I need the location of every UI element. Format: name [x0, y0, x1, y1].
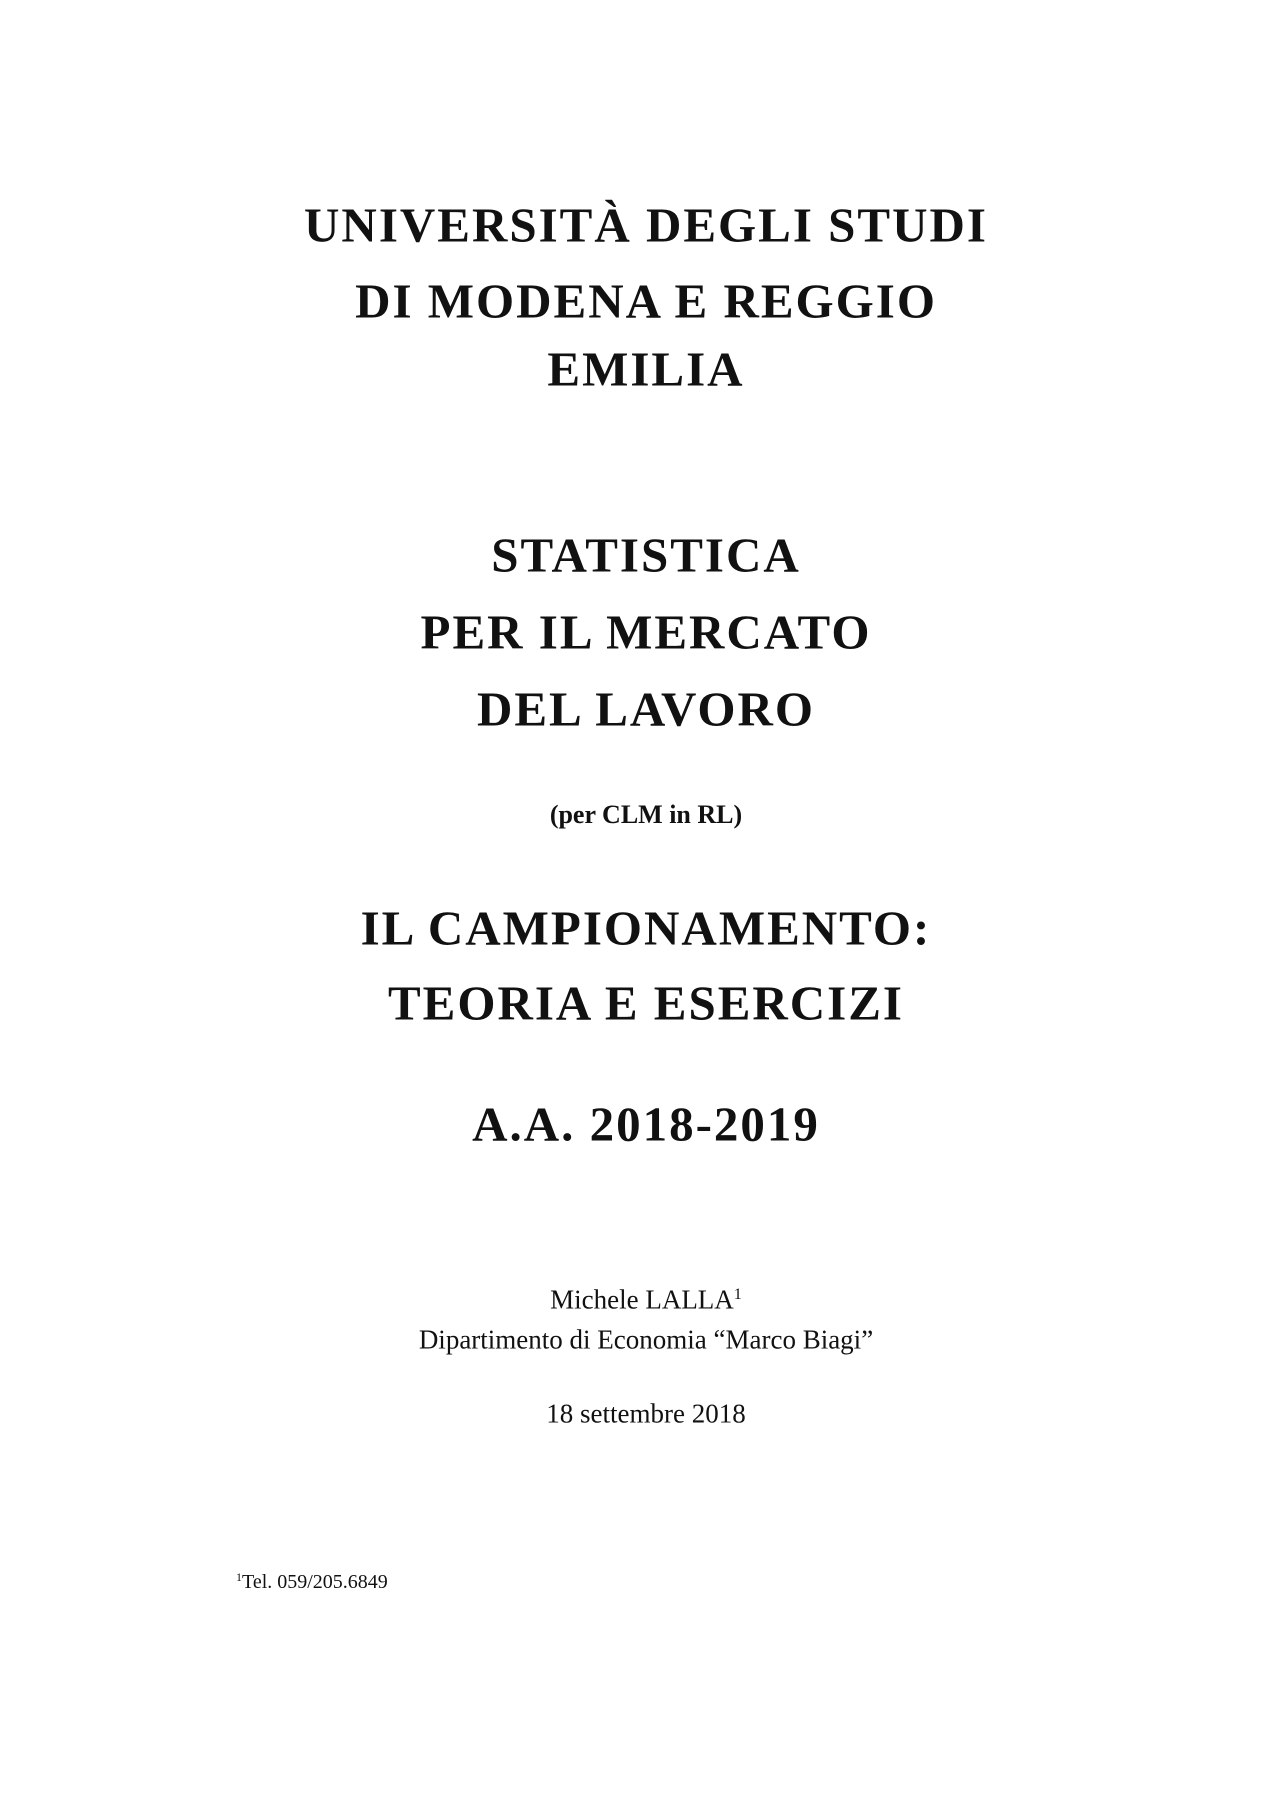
footnote-mark: 1	[733, 1284, 742, 1303]
course-note: (per CLM in RL)	[549, 800, 743, 829]
academic-year: A.A. 2018-2019	[472, 1096, 820, 1152]
author-name: Michele LALLA	[550, 1284, 734, 1315]
footnote-number: 1	[236, 1569, 242, 1584]
university-line-1: UNIVERSITÀ DEGLI STUDI	[304, 197, 988, 253]
department: Dipartimento di Economia “Marco Biagi”	[418, 1324, 874, 1355]
footnote	[236, 1571, 388, 1594]
university-line-2: DI MODENA E REGGIO	[355, 273, 937, 329]
date: 18 settembre 2018	[546, 1398, 746, 1429]
course-line-1: STATISTICA	[491, 527, 801, 583]
topic-line-1: IL CAMPIONAMENTO:	[360, 900, 932, 956]
footnote-text: Tel. 059/205.6849	[242, 1571, 388, 1593]
university-line-3: EMILIA	[547, 341, 745, 397]
topic-line-2: TEORIA E ESERCIZI	[387, 975, 904, 1031]
course-line-3: DEL LAVORO	[476, 681, 816, 737]
author-line	[0, 1285, 1280, 1316]
course-line-2: PER IL MERCATO	[420, 604, 872, 660]
